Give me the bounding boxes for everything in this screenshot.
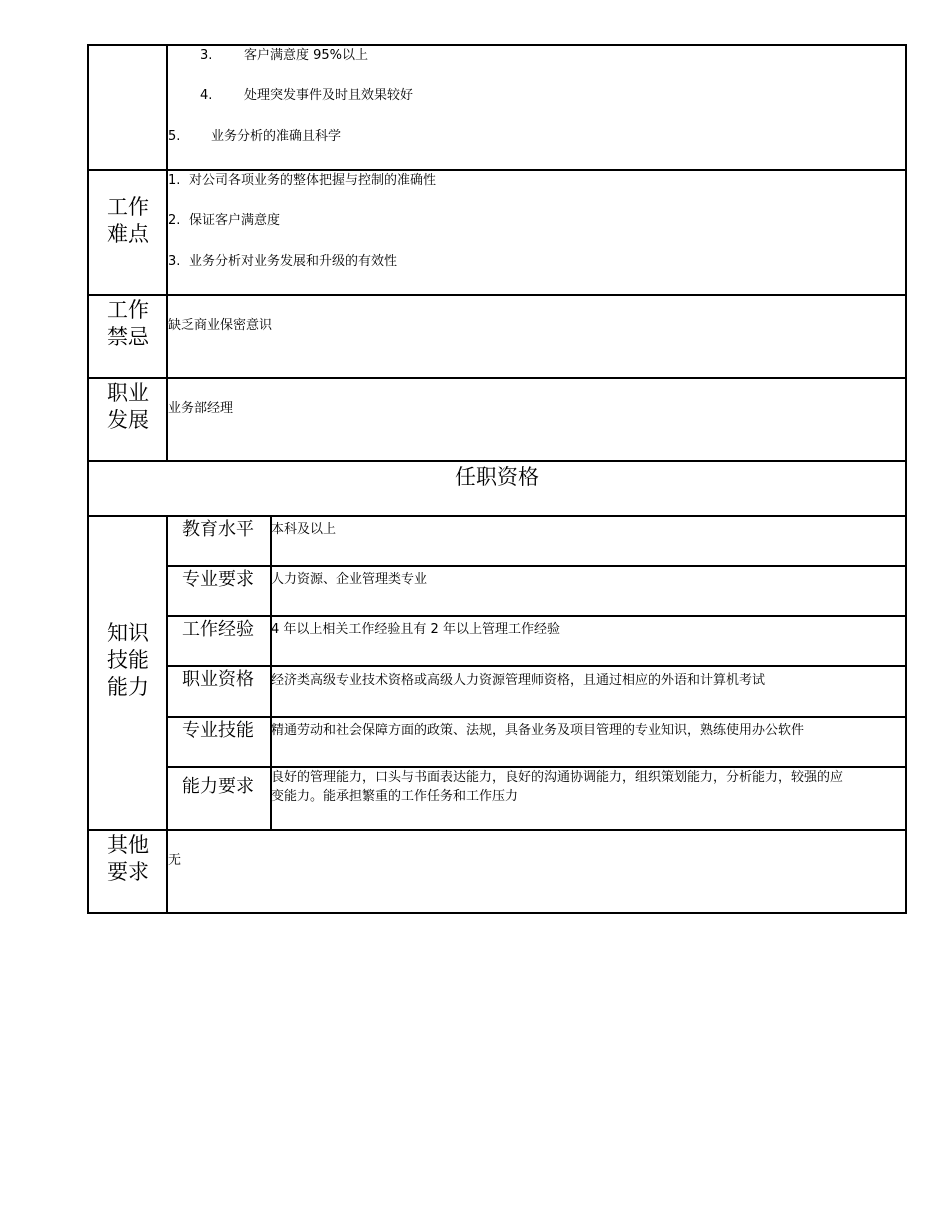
list-item: 客户满意度 95%以上: [244, 48, 369, 63]
taboos-text: 缺乏商业保密意识: [168, 318, 273, 333]
skills-label: 专业技能: [182, 720, 254, 741]
list-item: 保证客户满意度: [189, 213, 281, 228]
other-label: 其他 要求: [107, 833, 149, 884]
education-value: 本科及以上: [271, 522, 337, 537]
difficulties-label: 工作 难点: [107, 195, 149, 246]
experience-label: 工作经验: [182, 619, 254, 640]
experience-value: 4 年以上相关工作经验且有 2 年以上管理工作经验: [271, 622, 560, 637]
section-title: 任职资格: [455, 465, 539, 489]
career-text: 业务部经理: [168, 401, 234, 416]
list-item: 处理突发事件及时且效果较好: [244, 88, 414, 103]
taboos-label: 工作 禁忌: [107, 298, 149, 349]
list-number: 3.: [168, 254, 181, 269]
career-label: 职业 发展: [107, 381, 149, 432]
ability-value-line2: 变能力。能承担繁重的工作任务和工作压力: [271, 789, 519, 804]
certification-label: 职业资格: [182, 669, 254, 690]
list-number: 4.: [200, 88, 213, 103]
list-item: 对公司各项业务的整体把握与控制的准确性: [189, 173, 437, 188]
list-item: 业务分析对业务发展和升级的有效性: [189, 254, 398, 269]
ability-value-line1: 良好的管理能力，口头与书面表达能力，良好的沟通协调能力，组织策划能力，分析能力，较强的应: [271, 770, 844, 785]
ability-label: 能力要求: [182, 776, 254, 797]
list-number: 1.: [168, 173, 181, 188]
qualifications-group-label: 知识 技能 能力: [107, 621, 149, 699]
list-item: 业务分析的准确且科学: [211, 129, 342, 144]
list-number: 3.: [200, 48, 213, 63]
skills-value: 精通劳动和社会保障方面的政策、法规，具备业务及项目管理的专业知识，熟练使用办公软件: [271, 723, 805, 738]
list-number: 5.: [168, 129, 181, 144]
major-label: 专业要求: [182, 569, 254, 590]
list-number: 2.: [168, 213, 181, 228]
certification-value: 经济类高级专业技术资格或高级人力资源管理师资格，且通过相应的外语和计算机考试: [271, 673, 766, 688]
education-label: 教育水平: [182, 519, 254, 540]
major-value: 人力资源、企业管理类专业: [271, 572, 428, 587]
other-text: 无: [168, 853, 182, 868]
